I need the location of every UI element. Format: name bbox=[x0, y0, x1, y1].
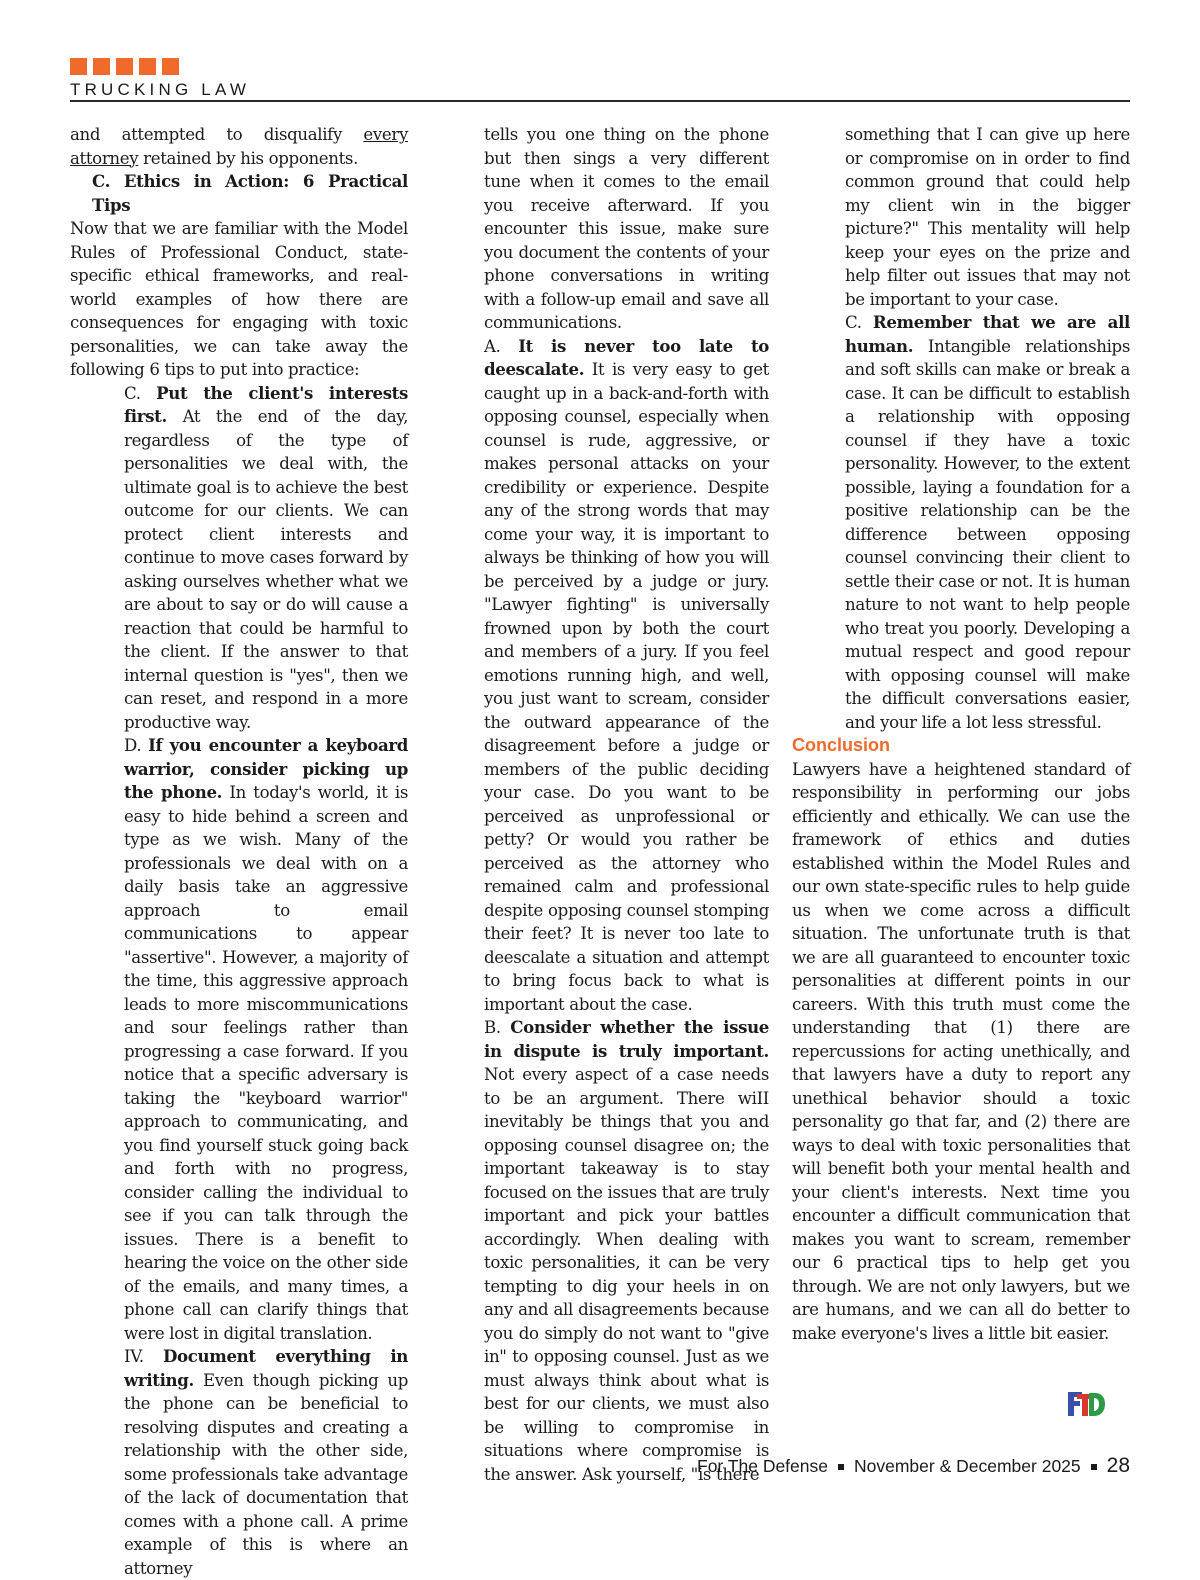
subheading: C. Ethics in Action: 6 Practical Tips bbox=[70, 170, 408, 217]
publication-name: For The Defense bbox=[697, 1456, 828, 1476]
header-square bbox=[139, 58, 156, 75]
header-squares bbox=[70, 58, 185, 76]
tip-body: Not every aspect of a case needs to be an argument. There wiII inevitably be things that you and opposing counsel disagree on; the important takeaway is to stay focused on the issues that are truly important and pick your battles accordingly. When dealing with toxic personalities, it can be very tempting to dig your heels in on any and all disagreements because you do simply do not want to "give in" to opposing counsel. Just as we must always think about what is best for our clients, we must also be willing to compromise in situations where compromise is the answer. Ask yourself, "is there bbox=[484, 1065, 769, 1484]
page-header bbox=[70, 58, 1130, 104]
tip-title: If you encounter a keyboard warrior, consider picking up the phone. bbox=[124, 735, 408, 802]
tip-body: Intangible relationships and soft skills can make or break a case. It can be difficult to establish a relationship with opposing counsel if they have a toxic personality. However, to the extent possible, laying a foundation for a positive relationship can be the difference between opposing counsel convincing their client to settle their case or not. It is human nature to not want to help people who treat you poorly. Developing a mutual respect and good repour with opposing counsel will make the difficult conversations easier, and your life a lot less stressful. bbox=[845, 337, 1130, 732]
tip-label: A. bbox=[484, 337, 518, 356]
ftd-logo-icon bbox=[1066, 1388, 1106, 1420]
issue-date: November & December 2025 bbox=[854, 1456, 1081, 1476]
tip-keyboard-warrior bbox=[124, 734, 408, 1345]
tip-document-everything bbox=[124, 1345, 408, 1580]
tip-deescalate bbox=[484, 335, 769, 1017]
section-name: TRUCKING LAW bbox=[70, 80, 250, 100]
intro-paragraph: Now that we are familiar with the Model Rules of Professional Conduct, state-specific ethical frameworks, and real-world examples of how there are consequences for engaging with toxic personalities, we can take away the following 6 tips to put into practice: bbox=[70, 217, 408, 382]
header-square bbox=[162, 58, 179, 75]
tip-body: Even though picking up the phone can be beneficial to resolving disputes and creating a relationship with the other side, some professionals take advantage of the lack of documentation that comes with a phone call. A prime example of this is where an attorney bbox=[124, 1371, 408, 1578]
tip-body: At the end of the day, regardless of the type of personalities we deal with, the ultimate goal is to achieve the best outcome for our clients. We can protect client interests and continue to move cases forward by asking ourselves whether what we are about to say or do will cause a reaction that could be harmful to the client. If the answer to that internal question is "yes", then we can reset, and respond in a more productive way. bbox=[124, 407, 408, 732]
page-footer bbox=[697, 1454, 1130, 1478]
text-run: retained by his opponents. bbox=[138, 149, 358, 168]
tips-list bbox=[124, 382, 408, 1580]
tip-label: B. bbox=[484, 1018, 510, 1037]
page-number: 28 bbox=[1107, 1454, 1130, 1477]
footer-bullet bbox=[838, 1464, 844, 1470]
tip-title: It is never too late to deescalate. bbox=[484, 336, 769, 380]
tip-body: It is very easy to get caught up in a back-and-forth with opposing counsel, especially when counsel is rude, aggressive, or makes personal attacks on your credibility or experience. Despite any of the strong words that may come your way, it is important to always be thinking of how you will be perceived by a judge or jury. "Lawyer fighting" is universally frowned upon by both the court and members of a jury. If you feel emotions running high, and well, you just want to scream, consider the outward appearance of the disagreement before a judge or members of the public deciding your case. Do you want to be perceived as unprofessional or petty? Or would you rather be perceived as the attorney who remained calm and professional despite opposing counsel stomping their feet? It is never too late to deescalate a situation and attempt to bring focus back to what is important about the case. bbox=[484, 360, 769, 1014]
conclusion-body: Lawyers have a heightened standard of responsibility in performing our jobs efficiently and ethically. We can use the framework of ethics and duties established within the Model Rules and our own state-specific rules to help guide us when we come across a difficult situation. The unfortunate truth is that we are all guaranteed to encounter toxic personalities at different points in our careers. With this truth must come the understanding that (1) there are repercussions for acting unethically, and that lawyers have a duty to report any unethical behavior should a toxic personality go that far, and (2) there are ways to deal with toxic personalities that will benefit both your mental health and your client's interests. Next time you encounter a difficult communication that makes you want to scream, remember our 6 practical tips to help get you through. We are not only lawyers, but we are humans, and we can all do better to make everyone's lives a little bit easier. bbox=[792, 758, 1130, 1346]
tip-title: Consider whether the issue in dispute is truly important. bbox=[484, 1017, 769, 1061]
paragraph-continued: tells you one thing on the phone but then sings a very different tune when it comes to the email you receive afterward. If you encounter this issue, make sure you document the contents of your phone conversations in writing with a follow-up email and save all communications. bbox=[484, 123, 769, 335]
paragraph bbox=[70, 123, 408, 170]
header-rule bbox=[70, 100, 1130, 102]
tip-put-client-first bbox=[124, 382, 408, 735]
tip-label: D. bbox=[124, 736, 148, 755]
tip-body: In today's world, it is easy to hide behind a screen and type as we wish. Many of the professionals we deal with on a daily basis take an aggressive approach to email communications to appear "assertive". However, a majority of the time, this aggressive approach leads to more miscommunications and sour feelings rather than progressing a case forward. If you notice that a specific adversary is taking the "keyboard warrior" approach to communicating, and you find yourself stuck going back and forth with no progress, consider calling the individual to see if you can talk through the issues. There is a benefit to hearing the voice on the other side of the emails, and many times, a phone call can clarify things that were lost in digital translation. bbox=[124, 783, 408, 1343]
tips-list-continued bbox=[845, 123, 1130, 734]
tip-label: C. bbox=[124, 384, 156, 403]
tip-title: Remember that we are all human. bbox=[845, 312, 1130, 356]
conclusion-heading: Conclusion bbox=[792, 734, 1130, 758]
paragraph-continued: something that I can give up here or compromise on in order to find common ground that could help my client win in the bigger picture?" This mentality will help keep your eyes on the prize and help filter out issues that may not be important to your case. bbox=[845, 123, 1130, 311]
header-square bbox=[116, 58, 133, 75]
tip-title: Document everything in writing. bbox=[124, 1346, 408, 1390]
ftd-logo bbox=[1066, 1388, 1106, 1420]
tip-title: Put the client's interests first. bbox=[124, 383, 408, 427]
column-1 bbox=[70, 123, 408, 1580]
column-2 bbox=[484, 123, 769, 1486]
footer-bullet bbox=[1091, 1464, 1097, 1470]
header-square bbox=[70, 58, 87, 75]
tip-label: IV. bbox=[124, 1347, 163, 1366]
header-square bbox=[93, 58, 110, 75]
tip-issue-important bbox=[484, 1016, 769, 1486]
column-3 bbox=[792, 123, 1130, 1345]
text-run: and attempted to disqualify bbox=[70, 125, 363, 144]
underlined-text: every attorney bbox=[70, 125, 408, 168]
tip-we-are-human bbox=[845, 311, 1130, 734]
tip-label: C. bbox=[845, 313, 873, 332]
